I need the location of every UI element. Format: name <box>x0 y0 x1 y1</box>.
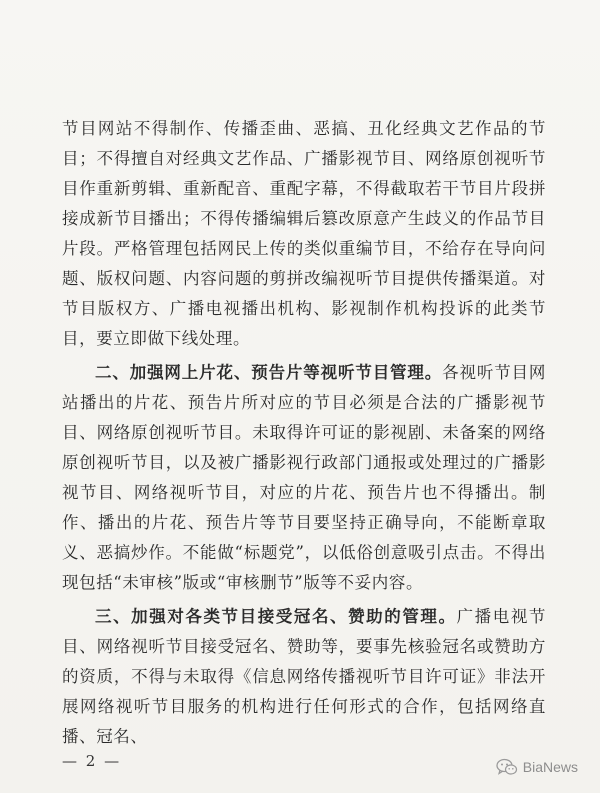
section-3-title: 三、加强对各类节目接受冠名、赞助的管理。 <box>95 607 457 626</box>
document-body <box>62 114 546 752</box>
section-2-body: 各视听节目网站播出的片花、预告片所对应的节目必须是合法的广播影视节目、网络原创视听节目。未取得许可证的影视剧、未备案的网络原创视听节目，以及被广播影视行政部门通报或处理过的广播影视节目、网络视听节目，对应的片花、预告片也不得播出。制作、播出的片花、预告片等节目要坚持正确导向，不能断章取义、恶搞炒作。不能做“标题党”，以低俗创意吸引点击。不得出现包括“未审核”版或“审核删节”版等不妥内容。 <box>62 363 547 592</box>
paragraph-1: 节目网站不得制作、传播歪曲、恶搞、丑化经典文艺作品的节目；不得擅自对经典文艺作品、广播影视节目、网络原创视听节目作重新剪辑、重新配音、重配字幕，不得截取若干节目片段拼接成新节目播出；不得传播编辑后篡改原意产生歧义的作品节目片段。严格管理包括网民上传的类似重编节目，不给存在导向问题、版权问题、内容问题的剪拼改编视听节目提供传播渠道。对节目版权方、广播电视播出机构、影视制作机构投诉的此类节目，要立即做下线处理。 <box>62 119 546 348</box>
section-3-body: 广播电视节目、网络视听节目接受冠名、赞助等，要事先核验冠名或赞助方的资质，不得与未取得《信息网络传播视听节目许可证》非法开展网络视听节目服务的机构进行任何形式的合作，包括网络直播、冠名、 <box>62 607 547 746</box>
paragraph-section-3 <box>62 602 546 752</box>
page-number: — 2 — <box>62 752 122 770</box>
watermark <box>496 758 578 776</box>
wechat-icon <box>496 758 518 776</box>
paragraph-section-2 <box>62 358 546 598</box>
watermark-text: BiaNews <box>522 759 578 775</box>
section-2-title: 二、加强网上片花、预告片等视听节目管理。 <box>95 363 443 382</box>
